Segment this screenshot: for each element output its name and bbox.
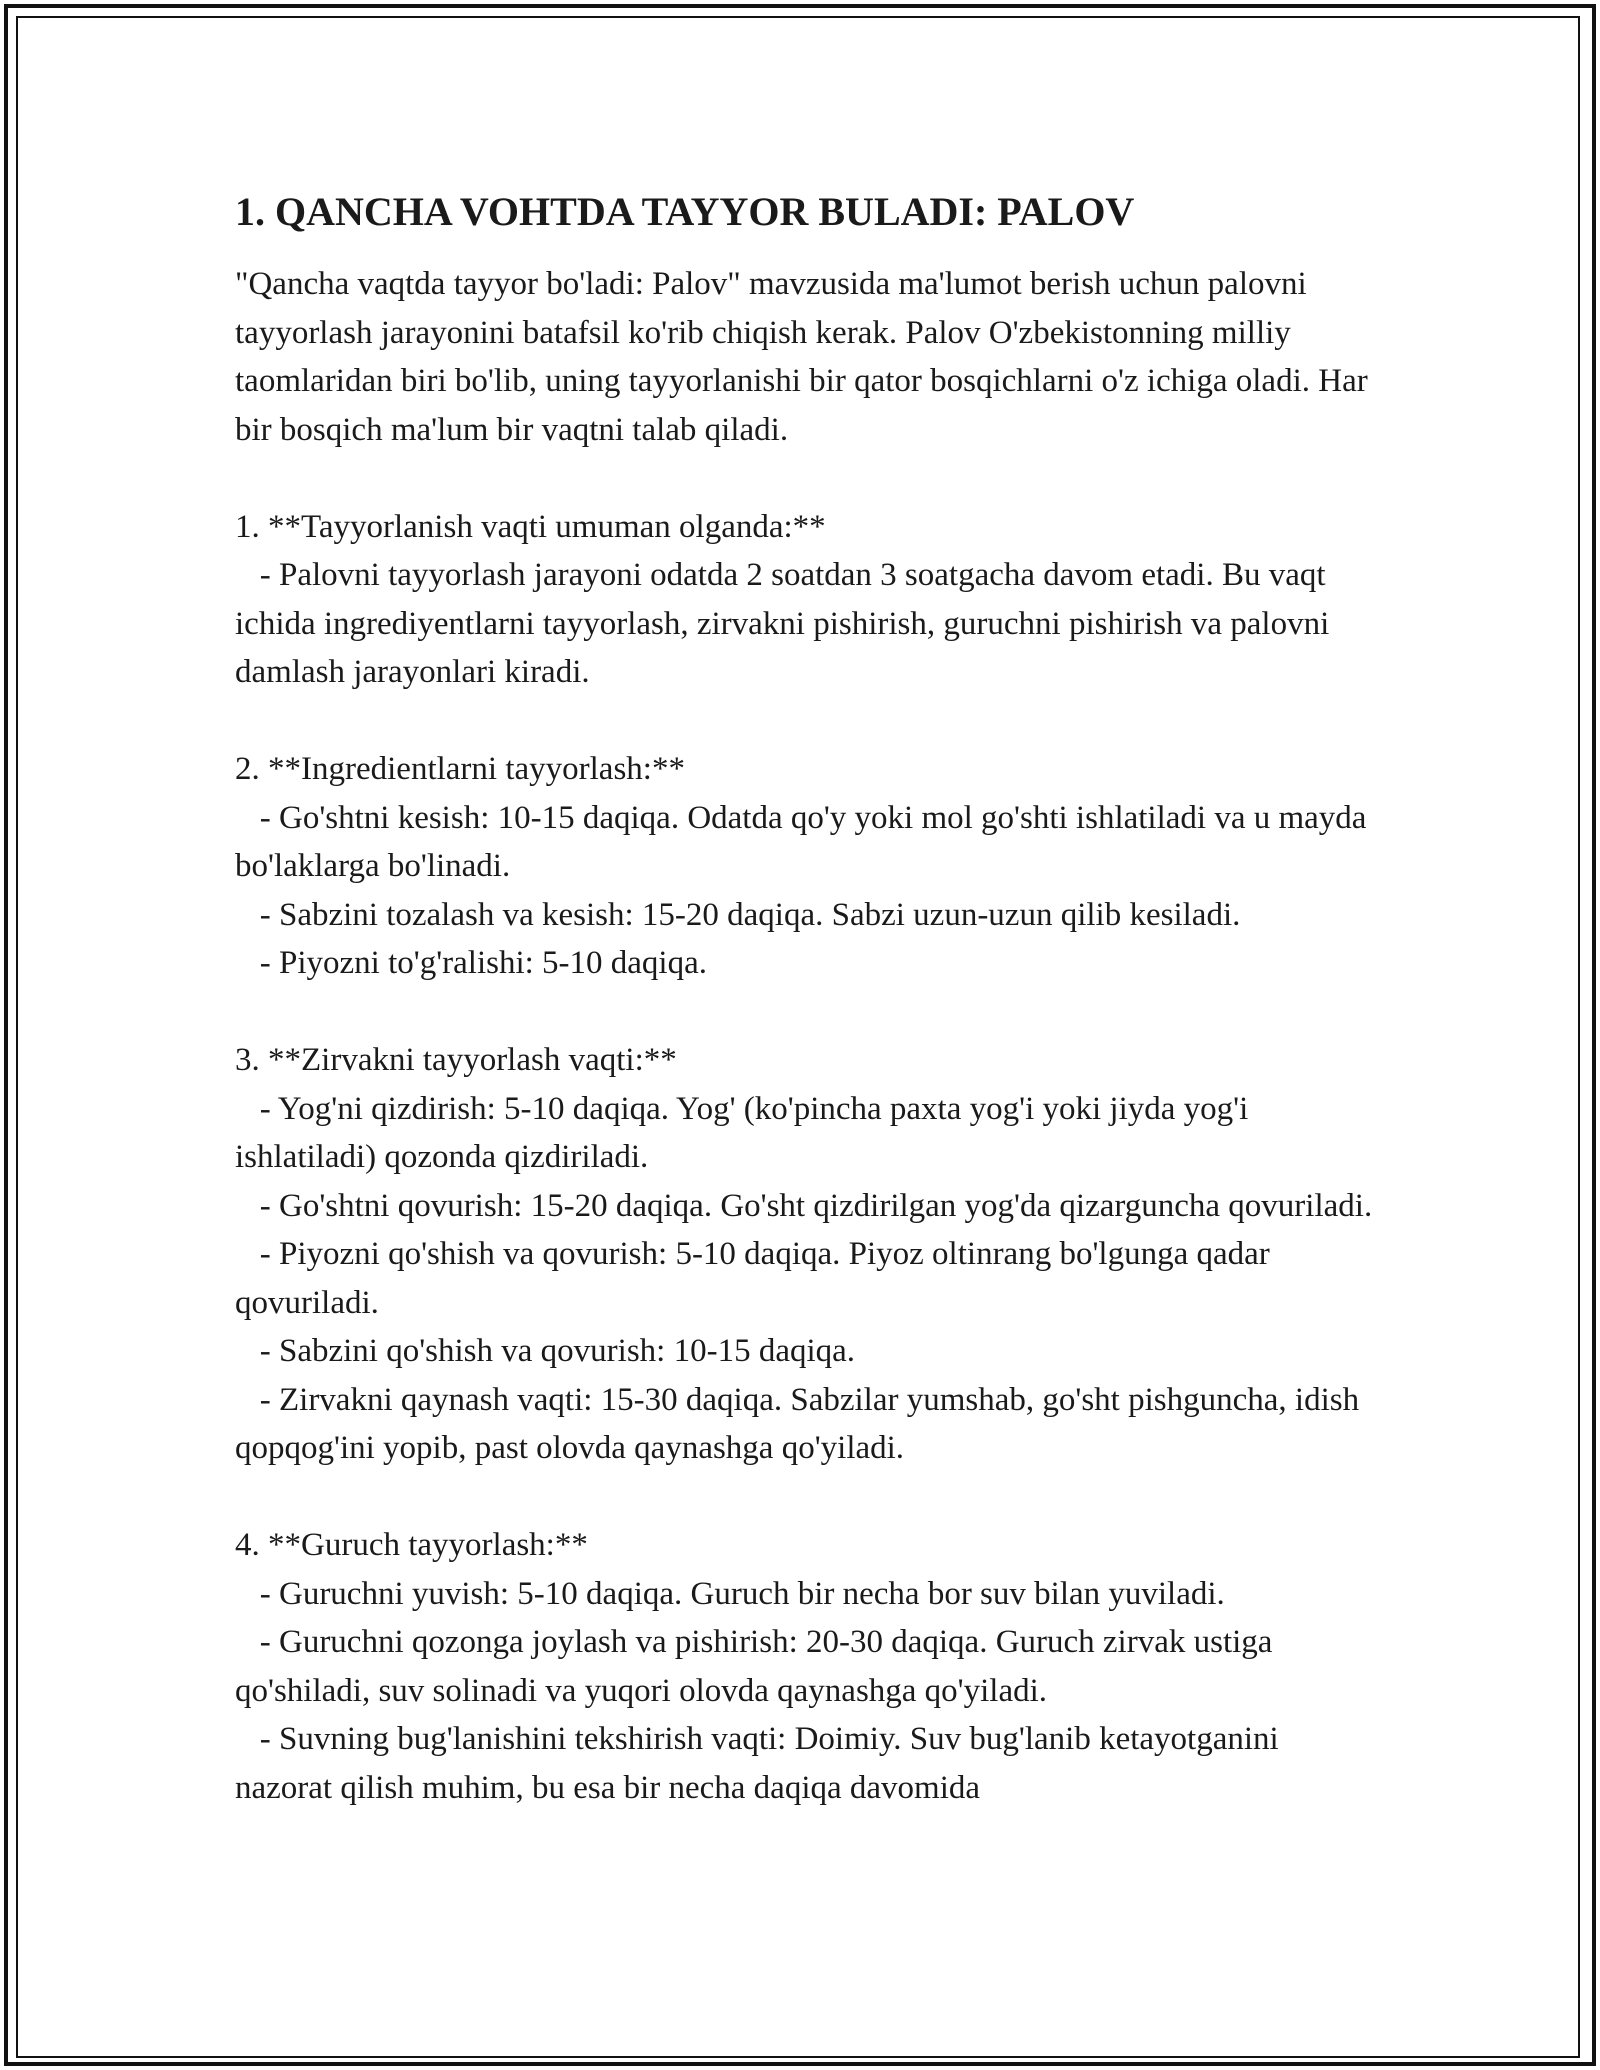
list-item: - Piyozni to'g'ralishi: 5-10 daqiqa.: [235, 945, 707, 981]
paragraph-gap: [235, 1473, 1375, 1522]
document-body: [235, 186, 1375, 1812]
list-item: - Go'shtni kesish: 10-15 daqiqa. Odatda qo'y yoki mol go'shti ishlatiladi va u mayda bo'laklarga bo'linadi.: [235, 799, 1375, 884]
list-item: - Piyozni qo'shish va qovurish: 5-10 daqiqa. Piyoz oltinrang bo'lgunga qadar qovuriladi.: [235, 1236, 1278, 1321]
section-heading: 2. **Ingredientlarni tayyorlash:**: [235, 751, 685, 787]
section-3: [235, 1036, 1375, 1473]
intro-paragraph: "Qancha vaqtda tayyor bo'ladi: Palov" mavzusida ma'lumot berish uchun palovni tayyorlash jarayonini batafsil ko'rib chiqish kerak. Palov O'zbekistonning milliy taomlaridan biri bo'lib, uning tayyorlanishi bir qator bosqichlarni o'z ichiga oladi. Har bir bosqich ma'lum bir vaqtni talab qiladi.: [235, 266, 1376, 448]
section-heading: 1. **Tayyorlanish vaqti umuman olganda:**: [235, 508, 826, 545]
list-item: - Zirvakni qaynash vaqti: 15-30 daqiqa. Sabzilar yumshab, go'sht pishguncha, idish qopqog'ini yopib, past olovda qaynashga qo'yiladi.: [235, 1381, 1368, 1466]
paragraph-gap: [235, 697, 1375, 746]
list-item: - Guruchni qozonga joylash va pishirish: 20-30 daqiqa. Guruch zirvak ustiga qo'shiladi, suv solinadi va yuqori olovda qaynashga qo'yiladi.: [235, 1624, 1281, 1709]
list-item: - Go'shtni qovurish: 15-20 daqiqa. Go'sht qizdirilgan yog'da qizarguncha qovuriladi.: [235, 1187, 1373, 1224]
list-item: - Sabzini tozalash va kesish: 15-20 daqiqa. Sabzi uzun-uzun qilib kesiladi.: [235, 896, 1241, 933]
list-item: - Suvning bug'lanishini tekshirish vaqti: Doimiy. Suv bug'lanib ketayotganini nazorat qilish muhim, bu esa bir necha daqiqa davomida: [235, 1721, 1287, 1806]
document-title: 1. QANCHA VOHTDA TAYYOR BULADI: PALOV: [235, 189, 1135, 234]
section-1: [235, 503, 1375, 697]
list-item: - Yog'ni qizdirish: 5-10 daqiqa. Yog' (ko'pincha paxta yog'i yoki jiyda yog'i ishlatiladi) qozonda qizdiriladi.: [235, 1090, 1257, 1175]
section-heading: 3. **Zirvakni tayyorlash vaqti:**: [235, 1042, 677, 1078]
paragraph-gap: [235, 988, 1375, 1037]
section-heading: 4. **Guruch tayyorlash:**: [235, 1527, 588, 1563]
paragraph-gap: [235, 454, 1375, 503]
section-2: [235, 745, 1375, 988]
list-item: - Palovni tayyorlash jarayoni odatda 2 soatdan 3 soatgacha davom etadi. Bu vaqt ichida ingrediyentlarni tayyorlash, zirvakni pishirish, guruchni pishirish va palovni damlash jarayonlari kiradi.: [235, 557, 1338, 690]
list-item: - Sabzini qo'shish va qovurish: 10-15 daqiqa.: [235, 1333, 856, 1369]
list-item: - Guruchni yuvish: 5-10 daqiqa. Guruch bir necha bor suv bilan yuviladi.: [235, 1575, 1225, 1612]
section-4: [235, 1521, 1375, 1812]
